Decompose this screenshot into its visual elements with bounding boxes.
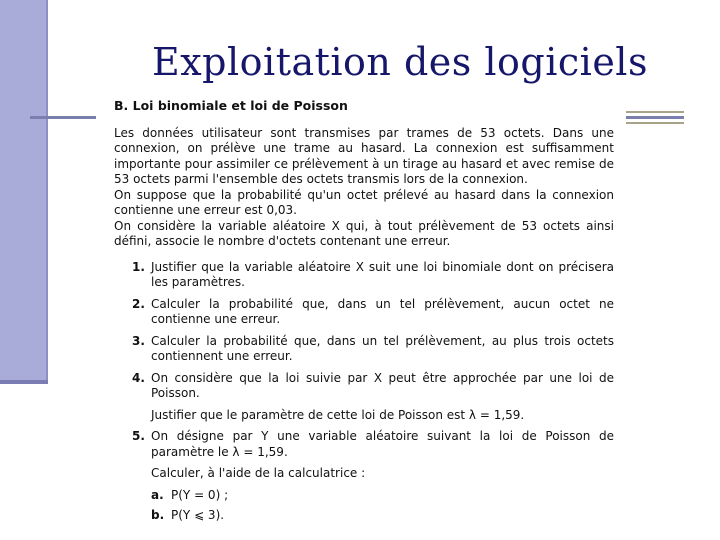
decorative-rule-left: [30, 116, 96, 119]
decorative-rule-right-top: [626, 111, 684, 113]
question-list: [114, 260, 614, 524]
decorative-rule-right-bottom: [626, 122, 684, 124]
question-subtext: Justifier que le paramètre de cette loi de Poisson est λ = 1,59.: [151, 407, 525, 422]
exercise-content: [114, 98, 614, 530]
intro-paragraph-2: On suppose que la probabilité qu'un octet prélevé au hasard dans la connexion contienne une erreur est 0,03.: [114, 187, 614, 217]
sub-item-text: P(Y ⩽ 3).: [171, 508, 225, 522]
intro-paragraph-1: Les données utilisateur sont transmises par trames de 53 octets. Dans une connexion, on prélève une trame au hasard. La connexion est suffisamment importante pour assimiler ce prélèvement à un tirage au hasard et avec remise de 53 octets parmi l'ensemble des octets transmis lors de la connexion.: [114, 125, 614, 186]
slide-title: Exploitation des logiciels: [152, 40, 648, 84]
question-text: On désigne par Y une variable aléatoire suivant la loi de Poisson de paramètre le λ = 1,59.: [151, 429, 614, 459]
question-subtext: Calculer, à l'aide de la calculatrice :: [151, 466, 366, 480]
question-number: 2.: [132, 296, 145, 311]
question-number: 5.: [132, 429, 145, 443]
sub-item-b: [151, 508, 614, 524]
question-number: 3.: [132, 333, 145, 348]
sub-item-a: [151, 488, 614, 504]
question-text: Calculer la probabilité que, dans un tel prélèvement, aucun octet ne contienne une erreur.: [151, 296, 614, 326]
question-4: [114, 371, 614, 424]
question-number: 1.: [132, 259, 145, 274]
question-1: [114, 260, 614, 291]
sub-item-label: b.: [151, 508, 165, 522]
sub-item-list: [151, 488, 614, 524]
slide-side-bar-edge: [0, 380, 48, 384]
decorative-rule-right-middle: [626, 116, 684, 119]
question-text: On considère que la loi suivie par X peut être approchée par une loi de Poisson.: [151, 370, 614, 400]
question-number: 4.: [132, 370, 145, 385]
question-2: [114, 297, 614, 328]
slide-side-bar: [0, 0, 48, 384]
question-5: [114, 429, 614, 524]
question-3: [114, 334, 614, 365]
question-text: Justifier que la variable aléatoire X suit une loi binomiale dont on précisera les paramètres.: [151, 259, 614, 289]
sub-item-label: a.: [151, 487, 164, 502]
question-text: Calculer la probabilité que, dans un tel prélèvement, au plus trois octets contiennent une erreur.: [151, 333, 614, 363]
intro-paragraph-3: On considère la variable aléatoire X qui, à tout prélèvement de 53 octets ainsi défini, associe le nombre d'octets contenant une erreur.: [114, 218, 614, 248]
section-title: B. Loi binomiale et loi de Poisson: [114, 98, 348, 113]
sub-item-text: P(Y = 0) ;: [171, 487, 229, 502]
